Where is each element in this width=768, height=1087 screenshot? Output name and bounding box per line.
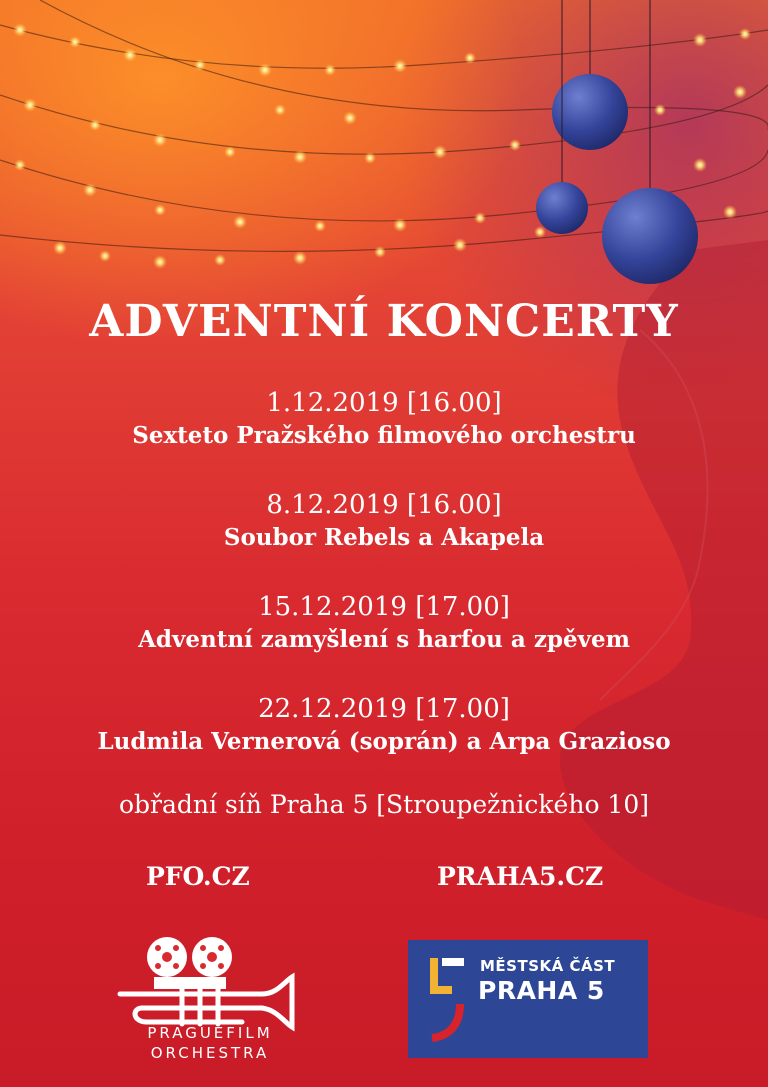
- concert-item: [0, 590, 768, 656]
- concert-performer: Ludmila Vernerová (soprán) a Arpa Grazioso: [97, 728, 671, 755]
- praha5-logo-text-line1: MĚSTSKÁ ČÁST: [480, 957, 616, 975]
- pfo-logo-text-line1: PRAGUEFILM: [147, 1024, 273, 1042]
- concert-date: 8.12.2019 [16.00]: [266, 490, 502, 520]
- pfo-website-link[interactable]: PFO.CZ: [146, 862, 250, 891]
- praha5-website-link[interactable]: PRAHA5.CZ: [437, 862, 604, 891]
- concert-item: [0, 488, 768, 554]
- concert-item: [0, 692, 768, 758]
- concert-date: 1.12.2019 [16.00]: [266, 388, 502, 418]
- concert-performer: Soubor Rebels a Akapela: [223, 524, 545, 551]
- concert-performer: Adventní zamyšlení s harfou a zpěvem: [138, 626, 630, 653]
- concert-performer: Sexteto Pražského filmového orchestru: [132, 422, 636, 449]
- praha5-logo-text-line2: PRAHA 5: [478, 976, 605, 1005]
- concert-date: 22.12.2019 [17.00]: [258, 694, 510, 724]
- pfo-logo-text-line2: ORCHESTRA: [150, 1044, 270, 1062]
- concert-item: [0, 386, 768, 452]
- praha5-emblem-icon: [420, 952, 476, 1048]
- venue-text: obřadní síň Praha 5 [Stroupežnického 10]: [118, 790, 650, 819]
- praha5-logo: [408, 940, 648, 1058]
- poster-title: ADVENTNÍ KONCERTY: [89, 296, 679, 347]
- concert-date: 15.12.2019 [17.00]: [258, 592, 510, 622]
